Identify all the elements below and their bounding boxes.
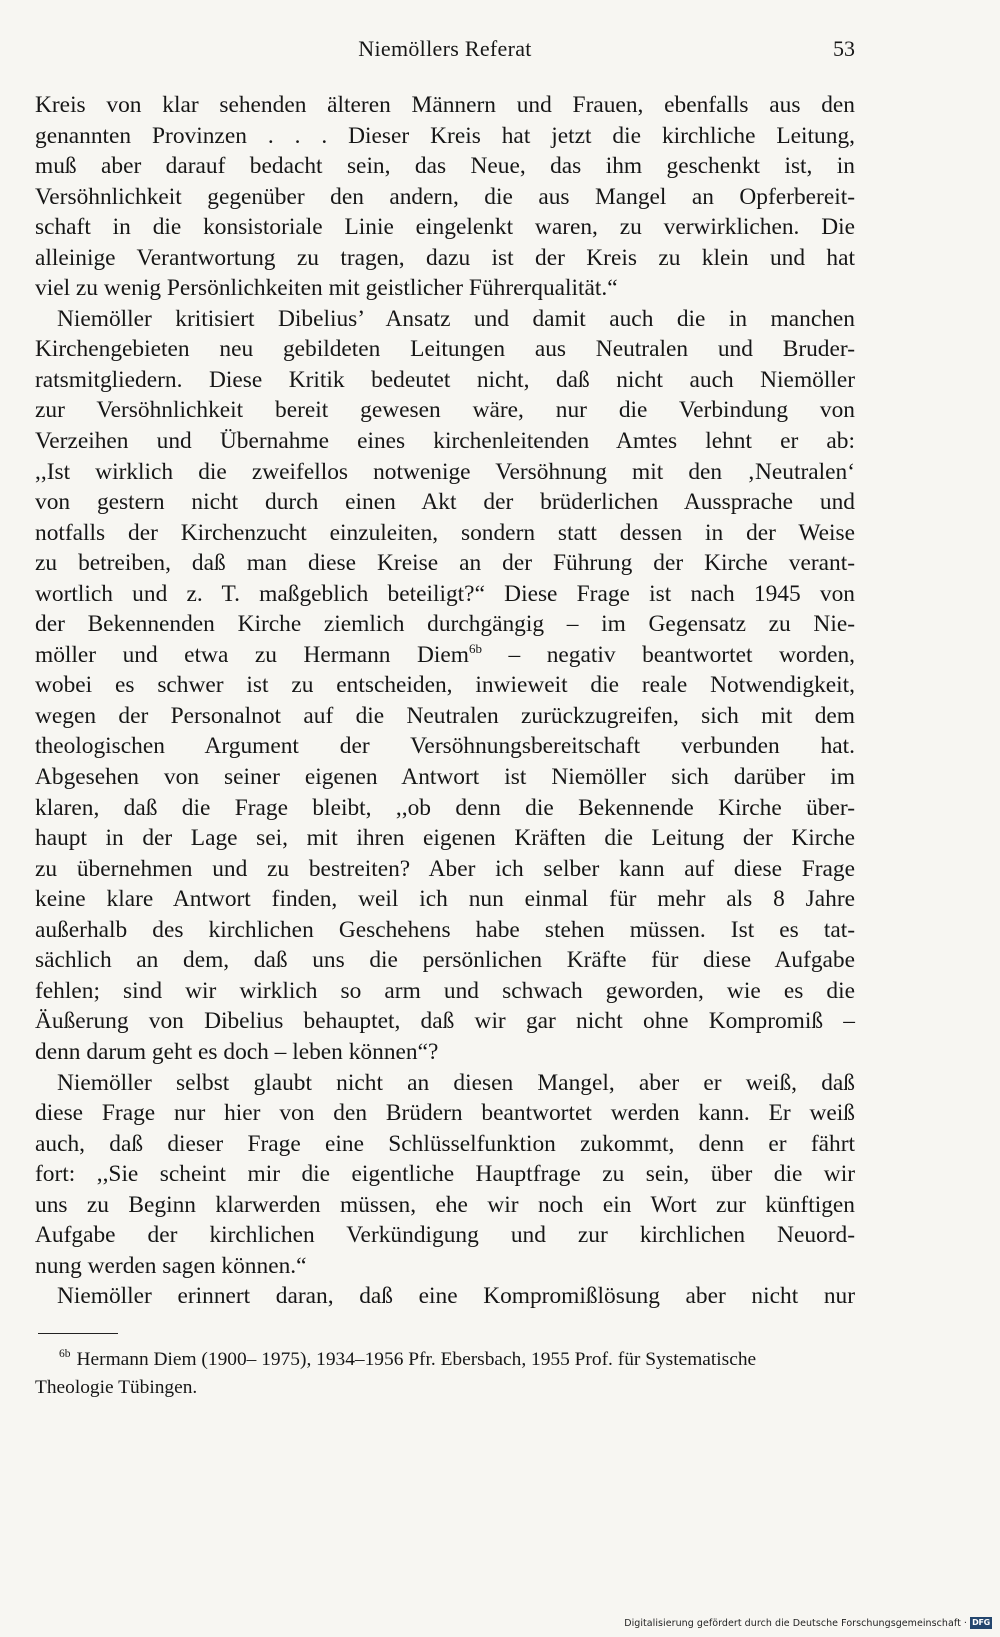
text-line: zu übernehmen und zu bestreiten? Aber ich selber kann auf diese Frage [35, 855, 855, 882]
text-line: viel zu wenig Persönlichkeiten mit geistlicher Führerqualität.“ [35, 275, 618, 302]
text-line: zu betreiben, daß man diese Kreise an der Führung der Kirche verant- [35, 550, 855, 577]
text-line: der Bekennenden Kirche ziemlich durchgängig – im Gegensatz zu Nie- [35, 611, 855, 638]
footnote-reference: 6b [468, 640, 482, 656]
text-line: Versöhnlichkeit gegenüber den andern, die aus Mangel an Opferbereit- [35, 183, 855, 210]
text-line: genannten Provinzen . . . Dieser Kreis hat jetzt die kirchliche Leitung, [35, 122, 855, 149]
digitization-credit [624, 1617, 992, 1629]
text-line-with-footnote-ref [35, 640, 855, 671]
text-line: haupt in der Lage sei, mit ihren eigenen Kräften die Leitung der Kirche [35, 825, 855, 852]
text-line: auch, daß dieser Frage eine Schlüsselfunktion zukommt, denn er fährt [35, 1130, 855, 1157]
text-line: ,,Ist wirklich die zweifellos notwenige Versöhnung mit den ‚Neutralen‘ [35, 458, 855, 485]
text-line: Kirchengebieten neu gebildeten Leitungen aus Neutralen und Bruder- [35, 336, 855, 363]
text-line: Verzeihen und Übernahme eines kirchenleitenden Amtes lehnt er ab: [35, 428, 855, 455]
footnote-number: 6b [59, 1348, 71, 1360]
text-line: Niemöller kritisiert Dibelius’ Ansatz und damit auch die in manchen [57, 305, 855, 332]
credit-text: Digitalisierung gefördert durch die Deutsche Forschungsgemeinschaft · [624, 1617, 967, 1629]
footnote-line: Theologie Tübingen. [35, 1377, 198, 1398]
footnote-divider [38, 1333, 118, 1334]
running-title: Niemöllers Referat [358, 36, 532, 61]
footnote [35, 1346, 855, 1402]
text-line: Äußerung von Dibelius behauptet, daß wir gar nicht ohne Kompromiß – [35, 1008, 855, 1035]
body-text [35, 90, 855, 1312]
page-number: 53 [833, 36, 855, 61]
running-head [35, 36, 855, 70]
text-line: sächlich an dem, daß uns die persönlichen Kräfte für diese Aufgabe [35, 947, 855, 974]
text-line: schaft in die konsistoriale Linie eingelenkt waren, zu verwirklichen. Die [35, 214, 855, 241]
text-line: theologischen Argument der Versöhnungsbereitschaft verbunden hat. [35, 733, 855, 760]
text-line: uns zu Beginn klarwerden müssen, ehe wir noch ein Wort zur künftigen [35, 1191, 855, 1218]
text-line: denn darum geht es doch – leben können“? [35, 1038, 439, 1065]
text-line: wobei es schwer ist zu entscheiden, inwieweit die reale Notwendigkeit, [35, 672, 855, 699]
text-line: keine klare Antwort finden, weil ich nun einmal für mehr als 8 Jahre [35, 886, 855, 913]
text-line: Kreis von klar sehenden älteren Männern und Frauen, ebenfalls aus den [35, 92, 855, 118]
text-line: klaren, daß die Frage bleibt, ,,ob denn die Bekennende Kirche über- [35, 794, 855, 821]
text-line: zur Versöhnlichkeit bereit gewesen wäre, nur die Verbindung von [35, 397, 855, 424]
text-fragment: – negativ beantwortet worden, [481, 641, 855, 668]
text-line: alleinige Verantwortung zu tragen, dazu ist der Kreis zu klein und hat [35, 244, 855, 271]
text-line: Niemöller selbst glaubt nicht an diesen Mangel, aber er weiß, daß [57, 1069, 855, 1096]
text-line: fehlen; sind wir wirklich so arm und schwach geworden, wie es die [35, 977, 855, 1004]
text-line: notfalls der Kirchenzucht einzuleiten, sondern statt dessen in der Weise [35, 519, 855, 546]
text-line: ratsmitgliedern. Diese Kritik bedeutet nicht, daß nicht auch Niemöller [35, 366, 855, 393]
text-line: nung werden sagen können.“ [35, 1252, 307, 1279]
text-line: wortlich und z. T. maßgeblich beteiligt?“ Diese Frage ist nach 1945 von [35, 580, 855, 607]
text-line: von gestern nicht durch einen Akt der brüderlichen Aussprache und [35, 489, 855, 516]
text-fragment: möller und etwa zu Hermann Diem [35, 641, 469, 668]
text-line: Aufgabe der kirchlichen Verkündigung und zur kirchlichen Neuord- [35, 1222, 855, 1249]
text-line: fort: ,,Sie scheint mir die eigentliche Hauptfrage zu sein, über die wir [35, 1161, 855, 1188]
text-line: Niemöller erinnert daran, daß eine Kompromißlösung aber nicht nur [57, 1283, 855, 1310]
footnote-line [35, 1346, 855, 1374]
text-line: außerhalb des kirchlichen Geschehens habe stehen müssen. Ist es tat- [35, 916, 855, 943]
text-line: muß aber darauf bedacht sein, das Neue, das ihm geschenkt ist, in [35, 153, 855, 180]
footnote-text: Hermann Diem (1900– 1975), 1934–1956 Pfr. Ebersbach, 1955 Prof. für Systematische [76, 1349, 757, 1370]
text-line: wegen der Personalnot auf die Neutralen zurückzugreifen, sich mit dem [35, 702, 855, 729]
dfg-logo-icon: DFG [970, 1617, 992, 1629]
text-line: diese Frage nur hier von den Brüdern beantwortet werden kann. Er weiß [35, 1100, 855, 1127]
text-line: Abgesehen von seiner eigenen Antwort ist Niemöller sich darüber im [35, 764, 855, 791]
